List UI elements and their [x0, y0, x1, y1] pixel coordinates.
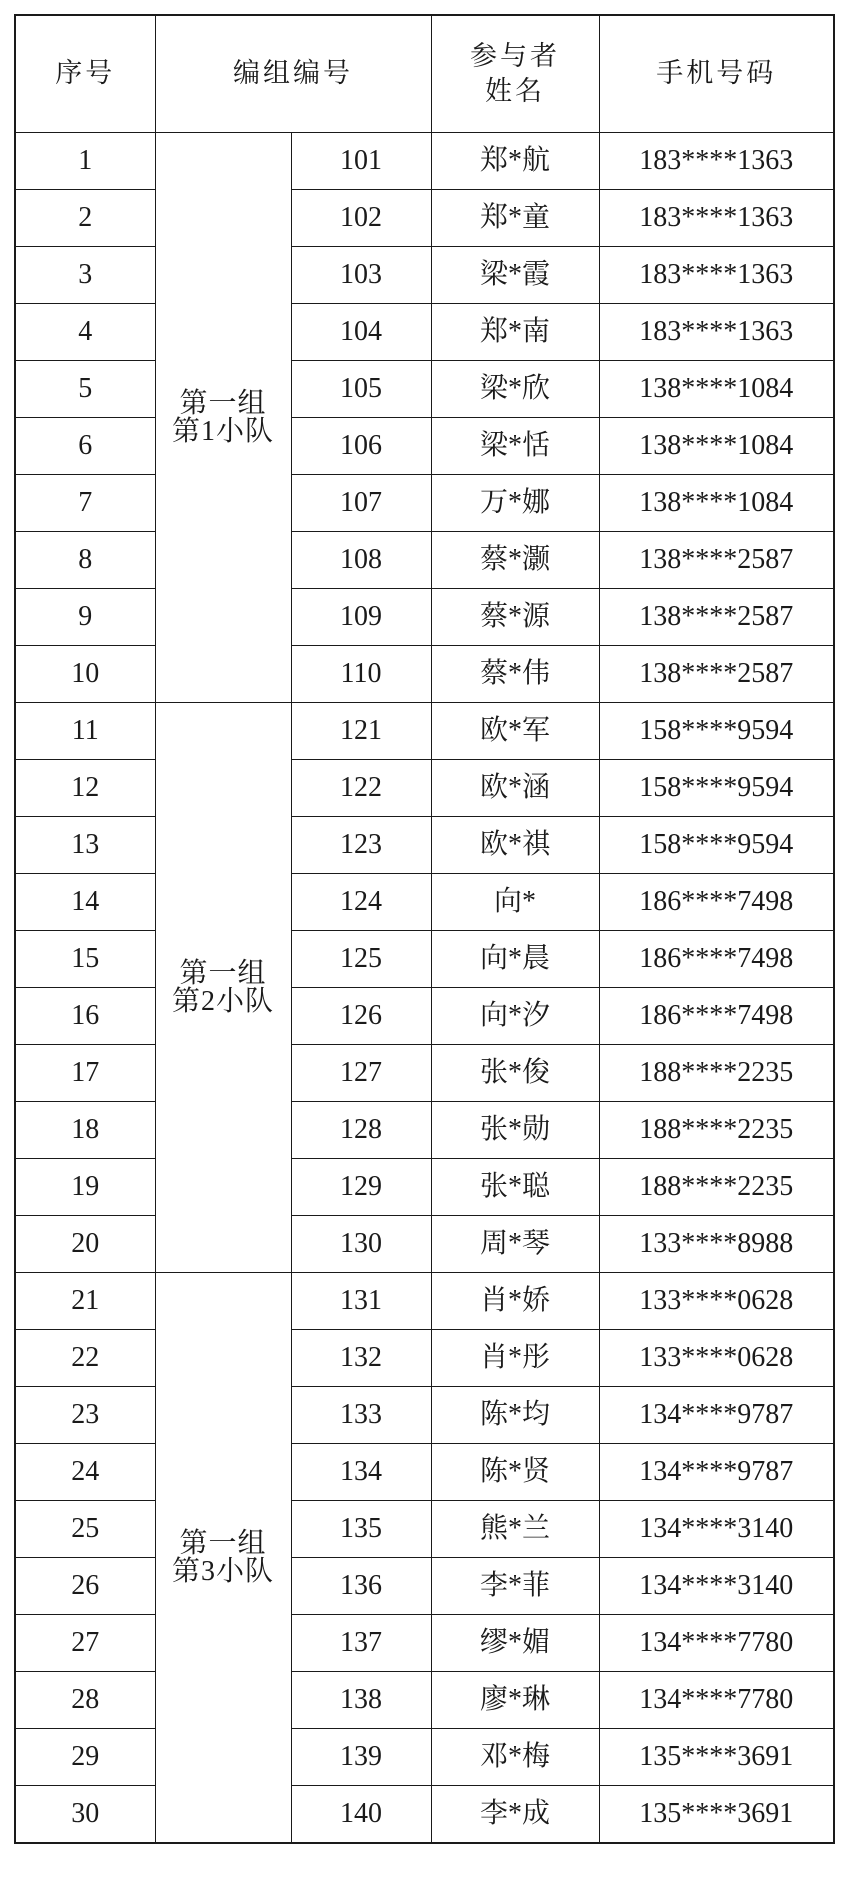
- row-index: 3: [15, 247, 155, 304]
- table-row: [15, 931, 834, 988]
- table-row: [15, 1159, 834, 1216]
- team-code: 124: [291, 874, 431, 931]
- row-index: 5: [15, 361, 155, 418]
- group-team-label: [155, 1273, 291, 1844]
- participant-name: 万*娜: [431, 475, 599, 532]
- group-label-line2: 第3小队: [171, 1555, 274, 1587]
- phone-number: 134****9787: [599, 1444, 834, 1501]
- row-index: 12: [15, 760, 155, 817]
- group-label-line2: 第2小队: [171, 985, 274, 1017]
- phone-number: 133****0628: [599, 1273, 834, 1330]
- row-index: 13: [15, 817, 155, 874]
- team-code: 127: [291, 1045, 431, 1102]
- row-index: 16: [15, 988, 155, 1045]
- participant-name: 梁*欣: [431, 361, 599, 418]
- team-code: 137: [291, 1615, 431, 1672]
- row-index: 20: [15, 1216, 155, 1273]
- participant-name: 邓*梅: [431, 1729, 599, 1786]
- participant-name: 张*聪: [431, 1159, 599, 1216]
- participant-name: 陈*贤: [431, 1444, 599, 1501]
- participant-name: 蔡*灏: [431, 532, 599, 589]
- row-index: 17: [15, 1045, 155, 1102]
- table-row: [15, 247, 834, 304]
- team-code: 126: [291, 988, 431, 1045]
- group-team-label: [155, 133, 291, 703]
- phone-number: 188****2235: [599, 1102, 834, 1159]
- row-index: 27: [15, 1615, 155, 1672]
- participant-name: 熊*兰: [431, 1501, 599, 1558]
- team-code: 133: [291, 1387, 431, 1444]
- table-row: [15, 532, 834, 589]
- row-index: 2: [15, 190, 155, 247]
- phone-number: 138****2587: [599, 532, 834, 589]
- table-row: [15, 190, 834, 247]
- row-index: 6: [15, 418, 155, 475]
- participant-name: 欧*涵: [431, 760, 599, 817]
- table-row: [15, 1558, 834, 1615]
- phone-number: 158****9594: [599, 817, 834, 874]
- row-index: 7: [15, 475, 155, 532]
- team-code: 106: [291, 418, 431, 475]
- table-row: [15, 988, 834, 1045]
- table-row: [15, 1501, 834, 1558]
- row-index: 1: [15, 133, 155, 190]
- table-row: [15, 1672, 834, 1729]
- table-row: [15, 1045, 834, 1102]
- phone-number: 186****7498: [599, 988, 834, 1045]
- participant-name: 梁*霞: [431, 247, 599, 304]
- phone-number: 135****3691: [599, 1729, 834, 1786]
- phone-number: 158****9594: [599, 703, 834, 760]
- participant-name: 向*: [431, 874, 599, 931]
- table-row: [15, 304, 834, 361]
- row-index: 19: [15, 1159, 155, 1216]
- team-code: 135: [291, 1501, 431, 1558]
- team-code: 101: [291, 133, 431, 190]
- table-row: [15, 874, 834, 931]
- participant-name: 欧*军: [431, 703, 599, 760]
- table-row: [15, 475, 834, 532]
- table-row: [15, 646, 834, 703]
- table-row: [15, 133, 834, 190]
- phone-number: 133****0628: [599, 1330, 834, 1387]
- participant-name: 陈*均: [431, 1387, 599, 1444]
- phone-number: 188****2235: [599, 1045, 834, 1102]
- roster-sheet: [14, 14, 833, 1844]
- table-row: [15, 760, 834, 817]
- team-code: 129: [291, 1159, 431, 1216]
- team-code: 110: [291, 646, 431, 703]
- header-index: 序号: [15, 15, 155, 133]
- table-row: [15, 817, 834, 874]
- row-index: 24: [15, 1444, 155, 1501]
- team-code: 121: [291, 703, 431, 760]
- group-label-line1: 第一组: [179, 387, 267, 419]
- row-index: 28: [15, 1672, 155, 1729]
- team-code: 104: [291, 304, 431, 361]
- team-code: 122: [291, 760, 431, 817]
- team-code: 107: [291, 475, 431, 532]
- participant-roster-table: [14, 14, 835, 1844]
- team-code: 139: [291, 1729, 431, 1786]
- header-group-code: 编组编号: [155, 15, 431, 133]
- participant-name: 肖*娇: [431, 1273, 599, 1330]
- row-index: 21: [15, 1273, 155, 1330]
- phone-number: 133****8988: [599, 1216, 834, 1273]
- table-row: [15, 1330, 834, 1387]
- table-row: [15, 703, 834, 760]
- participant-name: 郑*童: [431, 190, 599, 247]
- participant-name: 梁*恬: [431, 418, 599, 475]
- phone-number: 138****1084: [599, 475, 834, 532]
- participant-name: 缪*媚: [431, 1615, 599, 1672]
- participant-name: 向*汐: [431, 988, 599, 1045]
- phone-number: 138****2587: [599, 646, 834, 703]
- participant-name: 李*成: [431, 1786, 599, 1844]
- participant-name: 张*俊: [431, 1045, 599, 1102]
- row-index: 29: [15, 1729, 155, 1786]
- header-participant-name: [431, 15, 599, 133]
- table-row: [15, 1444, 834, 1501]
- team-code: 134: [291, 1444, 431, 1501]
- group-label-line2: 第1小队: [171, 415, 274, 447]
- table-row: [15, 1216, 834, 1273]
- participant-name: 欧*祺: [431, 817, 599, 874]
- header-participant-name-line2: 姓名: [485, 76, 545, 106]
- row-index: 30: [15, 1786, 155, 1844]
- team-code: 125: [291, 931, 431, 988]
- participant-name: 李*菲: [431, 1558, 599, 1615]
- team-code: 102: [291, 190, 431, 247]
- group-label-line1: 第一组: [179, 957, 267, 989]
- row-index: 8: [15, 532, 155, 589]
- phone-number: 183****1363: [599, 190, 834, 247]
- team-code: 108: [291, 532, 431, 589]
- header-participant-name-line1: 参与者: [470, 40, 560, 71]
- header-phone: 手机号码: [599, 15, 834, 133]
- team-code: 131: [291, 1273, 431, 1330]
- table-row: [15, 1786, 834, 1844]
- row-index: 10: [15, 646, 155, 703]
- phone-number: 134****9787: [599, 1387, 834, 1444]
- table-row: [15, 1102, 834, 1159]
- team-code: 132: [291, 1330, 431, 1387]
- team-code: 103: [291, 247, 431, 304]
- row-index: 14: [15, 874, 155, 931]
- participant-name: 郑*航: [431, 133, 599, 190]
- roster-body: [15, 133, 834, 1844]
- group-label-line1: 第一组: [179, 1527, 267, 1559]
- team-code: 105: [291, 361, 431, 418]
- row-index: 22: [15, 1330, 155, 1387]
- row-index: 26: [15, 1558, 155, 1615]
- phone-number: 188****2235: [599, 1159, 834, 1216]
- phone-number: 186****7498: [599, 874, 834, 931]
- row-index: 9: [15, 589, 155, 646]
- participant-name: 向*晨: [431, 931, 599, 988]
- phone-number: 134****7780: [599, 1615, 834, 1672]
- table-row: [15, 418, 834, 475]
- row-index: 11: [15, 703, 155, 760]
- participant-name: 张*勋: [431, 1102, 599, 1159]
- team-code: 140: [291, 1786, 431, 1844]
- table-row: [15, 1615, 834, 1672]
- row-index: 15: [15, 931, 155, 988]
- participant-name: 周*琴: [431, 1216, 599, 1273]
- team-code: 128: [291, 1102, 431, 1159]
- phone-number: 134****3140: [599, 1558, 834, 1615]
- participant-name: 郑*南: [431, 304, 599, 361]
- participant-name: 蔡*伟: [431, 646, 599, 703]
- phone-number: 138****1084: [599, 361, 834, 418]
- table-row: [15, 1387, 834, 1444]
- group-team-label: [155, 703, 291, 1273]
- phone-number: 186****7498: [599, 931, 834, 988]
- team-code: 109: [291, 589, 431, 646]
- table-row: [15, 1729, 834, 1786]
- phone-number: 183****1363: [599, 247, 834, 304]
- phone-number: 183****1363: [599, 304, 834, 361]
- phone-number: 138****2587: [599, 589, 834, 646]
- team-code: 130: [291, 1216, 431, 1273]
- participant-name: 蔡*源: [431, 589, 599, 646]
- row-index: 23: [15, 1387, 155, 1444]
- team-code: 136: [291, 1558, 431, 1615]
- team-code: 138: [291, 1672, 431, 1729]
- table-row: [15, 1273, 834, 1330]
- table-row: [15, 589, 834, 646]
- row-index: 18: [15, 1102, 155, 1159]
- phone-number: 183****1363: [599, 133, 834, 190]
- team-code: 123: [291, 817, 431, 874]
- participant-name: 肖*彤: [431, 1330, 599, 1387]
- row-index: 4: [15, 304, 155, 361]
- table-row: [15, 361, 834, 418]
- phone-number: 138****1084: [599, 418, 834, 475]
- participant-name: 廖*琳: [431, 1672, 599, 1729]
- phone-number: 135****3691: [599, 1786, 834, 1844]
- row-index: 25: [15, 1501, 155, 1558]
- phone-number: 158****9594: [599, 760, 834, 817]
- header-row: [15, 15, 834, 133]
- phone-number: 134****7780: [599, 1672, 834, 1729]
- phone-number: 134****3140: [599, 1501, 834, 1558]
